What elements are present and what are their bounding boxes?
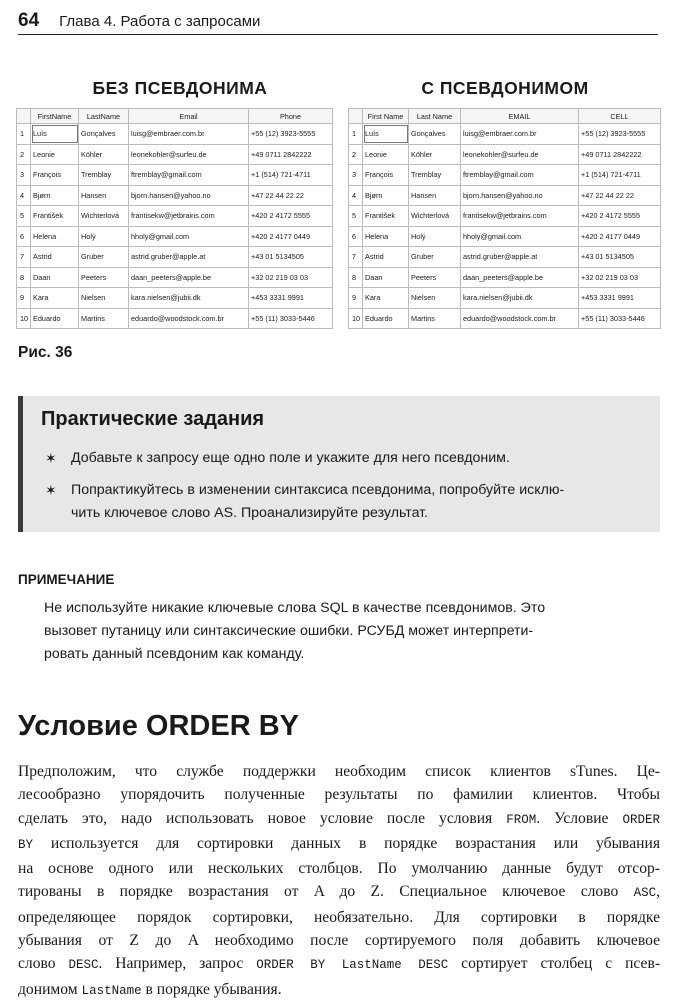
task-code: AS [214, 505, 234, 521]
column-header: Last Name [409, 109, 461, 124]
table-cell: Martins [79, 308, 129, 329]
table-cell: hholy@gmail.com [461, 226, 579, 247]
row-number: 1 [17, 124, 31, 145]
row-number: 3 [349, 165, 363, 186]
table-cell: ftremblay@gmail.com [129, 165, 249, 186]
table-cell: Gruber [409, 247, 461, 268]
table-cell: +43 01 5134505 [249, 247, 333, 268]
table-cell: František [31, 206, 79, 227]
table-row [17, 267, 333, 288]
table-cell: frantisekw@jetbrains.com [129, 206, 249, 227]
table-header-row [17, 109, 333, 124]
note-title: ПРИМЕЧАНИЕ [18, 572, 115, 587]
table-cell: Martins [409, 308, 461, 329]
table-cell: Bjørn [31, 185, 79, 206]
row-number: 9 [349, 288, 363, 309]
table-cell: eduardo@woodstock.com.br [461, 308, 579, 329]
table-row [17, 288, 333, 309]
note-line: Не используйте никакие ключевые слова SQL в качестве псевдонимов. Это [44, 600, 546, 616]
paragraph-line: слово DESC. Например, запрос ORDER BY LastName DESC сортирует столбец с псев- [18, 955, 661, 973]
table-cell: leonekohler@surfeu.de [461, 144, 579, 165]
column-header: Email [129, 109, 249, 124]
column-header: EMAIL [461, 109, 579, 124]
row-number: 10 [17, 308, 31, 329]
paragraph-line: BY используется для сортировки данных в порядке возрастания или убывания [18, 834, 660, 852]
table-cell: Helena [363, 226, 409, 247]
table-cell: Nielsen [409, 288, 461, 309]
table-cell: Hansen [409, 185, 461, 206]
table-row [17, 247, 333, 268]
inline-code: BY [18, 837, 34, 852]
table-row [349, 144, 661, 165]
table-cell: Kara [363, 288, 409, 309]
table-cell: Wichterlová [409, 206, 461, 227]
table-row [17, 124, 333, 145]
table-row [349, 247, 661, 268]
table-cell: Tremblay [409, 165, 461, 186]
practice-box [18, 396, 660, 532]
table-cell: Leonie [31, 144, 79, 165]
table-row [17, 226, 333, 247]
table-cell: +420 2 4177 0449 [579, 226, 661, 247]
paragraph-line: донимом LastName в порядке убывания. [18, 980, 282, 998]
table-row [17, 165, 333, 186]
table-cell: Eduardo [363, 308, 409, 329]
table-cell: Köhler [409, 144, 461, 165]
table-row [17, 185, 333, 206]
table-cell: Bjørn [363, 185, 409, 206]
row-number: 8 [17, 267, 31, 288]
table-cell: Peeters [79, 267, 129, 288]
table-cell: +55 (12) 3923-5555 [579, 124, 661, 145]
row-number: 1 [349, 124, 363, 145]
table-cell: +420 2 4172 5555 [249, 206, 333, 227]
table-cell: +1 (514) 721-4711 [249, 165, 333, 186]
inline-code: FROM [506, 812, 537, 827]
table-header-row [349, 109, 661, 124]
paragraph-line: Предположим, что службе поддержки необходим список клиентов sTunes. Це- [18, 763, 660, 780]
table-cell: Daan [31, 267, 79, 288]
table-cell: bjorn.hansen@yahoo.no [129, 185, 249, 206]
inline-code: ASC [633, 886, 657, 901]
chapter-title: Глава 4. Работа с запросами [59, 12, 261, 30]
column-header: CELL [579, 109, 661, 124]
row-number: 5 [349, 206, 363, 227]
table-cell: Astrid [363, 247, 409, 268]
table-row [349, 267, 661, 288]
table-cell: astrid.gruber@apple.at [461, 247, 579, 268]
row-number: 5 [17, 206, 31, 227]
table-cell: Leonie [363, 144, 409, 165]
star-bullet-icon: ✶ [45, 450, 57, 466]
row-number: 9 [17, 288, 31, 309]
inline-code: ORDER BY LastName DESC [256, 958, 449, 973]
table-cell: Luís [31, 124, 79, 145]
table-cell: luisg@embraer.com.br [129, 124, 249, 145]
table-cell: daan_peeters@apple.be [129, 267, 249, 288]
table-cell: Wichterlová [79, 206, 129, 227]
table-cell: Kara [31, 288, 79, 309]
column-header [17, 109, 31, 124]
page-header [18, 8, 658, 35]
task-text: чить ключевое слово [71, 505, 215, 521]
row-number: 4 [17, 185, 31, 206]
table-without-alias [16, 108, 333, 329]
table-cell: daan_peeters@apple.be [461, 267, 579, 288]
table-cell: +43 01 5134505 [579, 247, 661, 268]
table-cell: François [31, 165, 79, 186]
task-text: . Проанализируйте результат. [233, 505, 429, 521]
star-bullet-icon: ✶ [45, 482, 57, 498]
note-line: вызовет путаницу или синтаксические ошибки. РСУБД может интерпрети- [44, 623, 534, 639]
table-row [17, 206, 333, 227]
table-cell: +49 0711 2842222 [249, 144, 333, 165]
row-number: 7 [17, 247, 31, 268]
column-header: FirstName [31, 109, 79, 124]
inline-code: LastName [81, 983, 142, 998]
column-header: Phone [249, 109, 333, 124]
table-cell: eduardo@woodstock.com.br [129, 308, 249, 329]
row-number: 2 [349, 144, 363, 165]
table-row [349, 308, 661, 329]
paragraph-line: лесообразно упорядочить полученные результаты по фамилии клиентов. Чтобы [18, 786, 660, 804]
figure-caption: Рис. 36 [18, 344, 73, 361]
table-cell: +49 0711 2842222 [579, 144, 661, 165]
table-cell: +55 (11) 3033-5446 [249, 308, 333, 329]
row-number: 10 [349, 308, 363, 329]
table-cell: luisg@embraer.com.br [461, 124, 579, 145]
table-cell: +420 2 4177 0449 [249, 226, 333, 247]
table-cell: +420 2 4172 5555 [579, 206, 661, 227]
paragraph-line: тированы в порядке возрастания от A до Z. Специальное ключевое слово ASC, [18, 883, 660, 901]
table-cell: +32 02 219 03 03 [579, 267, 661, 288]
table-cell: frantisekw@jetbrains.com [461, 206, 579, 227]
table-cell: Gonçalves [409, 124, 461, 145]
table-cell: Hansen [79, 185, 129, 206]
table-row [17, 144, 333, 165]
table-row [349, 206, 661, 227]
table-cell: Nielsen [79, 288, 129, 309]
inline-code: DESC [68, 958, 99, 973]
row-number: 7 [349, 247, 363, 268]
table-cell: Peeters [409, 267, 461, 288]
paragraph-line: на основе одного или нескольких столбцов. По умолчанию данные будут отсор- [18, 860, 660, 878]
table-row [349, 226, 661, 247]
paragraph-line: сделать это, надо использовать новое условие после условия FROM. Условие ORDER [18, 809, 661, 827]
column-header [349, 109, 363, 124]
column-header: First Name [363, 109, 409, 124]
table-cell: +453 3331 9991 [249, 288, 333, 309]
table-cell: +55 (12) 3923-5555 [249, 124, 333, 145]
page-number: 64 [18, 10, 40, 31]
table-cell: hholy@gmail.com [129, 226, 249, 247]
inline-code: ORDER [622, 812, 661, 827]
table-with-alias [348, 108, 661, 329]
table-cell: Daan [363, 267, 409, 288]
paragraph-line: определяющее порядок сортировки, необязательно. Для сортировки в порядке [18, 908, 660, 926]
table-cell: Holý [409, 226, 461, 247]
task-text: Попрактикуйтесь в изменении синтаксиса псевдонима, попробуйте исклю- [71, 482, 565, 498]
section-heading: Условие ORDER BY [18, 710, 300, 742]
row-number: 6 [17, 226, 31, 247]
table-cell: +55 (11) 3033-5446 [579, 308, 661, 329]
practice-task-1 [45, 447, 645, 470]
table-cell: François [363, 165, 409, 186]
table-cell: František [363, 206, 409, 227]
figure-right-title: С ПСЕВДОНИМОМ [421, 78, 589, 98]
table-cell: +47 22 44 22 22 [579, 185, 661, 206]
practice-title: Практические задания [41, 408, 265, 430]
row-number: 3 [17, 165, 31, 186]
table-cell: Holý [79, 226, 129, 247]
table-cell: Helena [31, 226, 79, 247]
table-cell: +453 3331 9991 [579, 288, 661, 309]
row-number: 2 [17, 144, 31, 165]
figure-left-title: БЕЗ ПСЕВДОНИМА [92, 78, 268, 98]
table-row [17, 308, 333, 329]
note-line: ровать данный псевдоним как команду. [44, 646, 305, 662]
body-paragraph [18, 760, 660, 1003]
table-cell: leonekohler@surfeu.de [129, 144, 249, 165]
row-number: 6 [349, 226, 363, 247]
table-cell: Eduardo [31, 308, 79, 329]
table-cell: Gonçalves [79, 124, 129, 145]
table-cell: kara.nielsen@jubii.dk [129, 288, 249, 309]
table-cell: +1 (514) 721-4711 [579, 165, 661, 186]
practice-task-2 [45, 479, 645, 525]
table-cell: ftremblay@gmail.com [461, 165, 579, 186]
table-row [349, 124, 661, 145]
row-number: 4 [349, 185, 363, 206]
column-header: LastName [79, 109, 129, 124]
table-cell: +47 22 44 22 22 [249, 185, 333, 206]
table-cell: +32 02 219 03 03 [249, 267, 333, 288]
table-row [349, 185, 661, 206]
table-cell: Astrid [31, 247, 79, 268]
table-cell: bjorn.hansen@yahoo.no [461, 185, 579, 206]
note-text [44, 597, 664, 666]
table-row [349, 288, 661, 309]
task-text: Добавьте к запросу еще одно поле и укажите для него псевдоним. [71, 450, 510, 466]
table-cell: Gruber [79, 247, 129, 268]
row-number: 8 [349, 267, 363, 288]
table-cell: Tremblay [79, 165, 129, 186]
table-cell: astrid.gruber@apple.at [129, 247, 249, 268]
table-cell: Köhler [79, 144, 129, 165]
table-cell: kara.nielsen@jubii.dk [461, 288, 579, 309]
table-cell: Luís [363, 124, 409, 145]
paragraph-line: убывания от Z до A необходимо после сортируемого поля добавить ключевое [18, 932, 660, 950]
table-row [349, 165, 661, 186]
